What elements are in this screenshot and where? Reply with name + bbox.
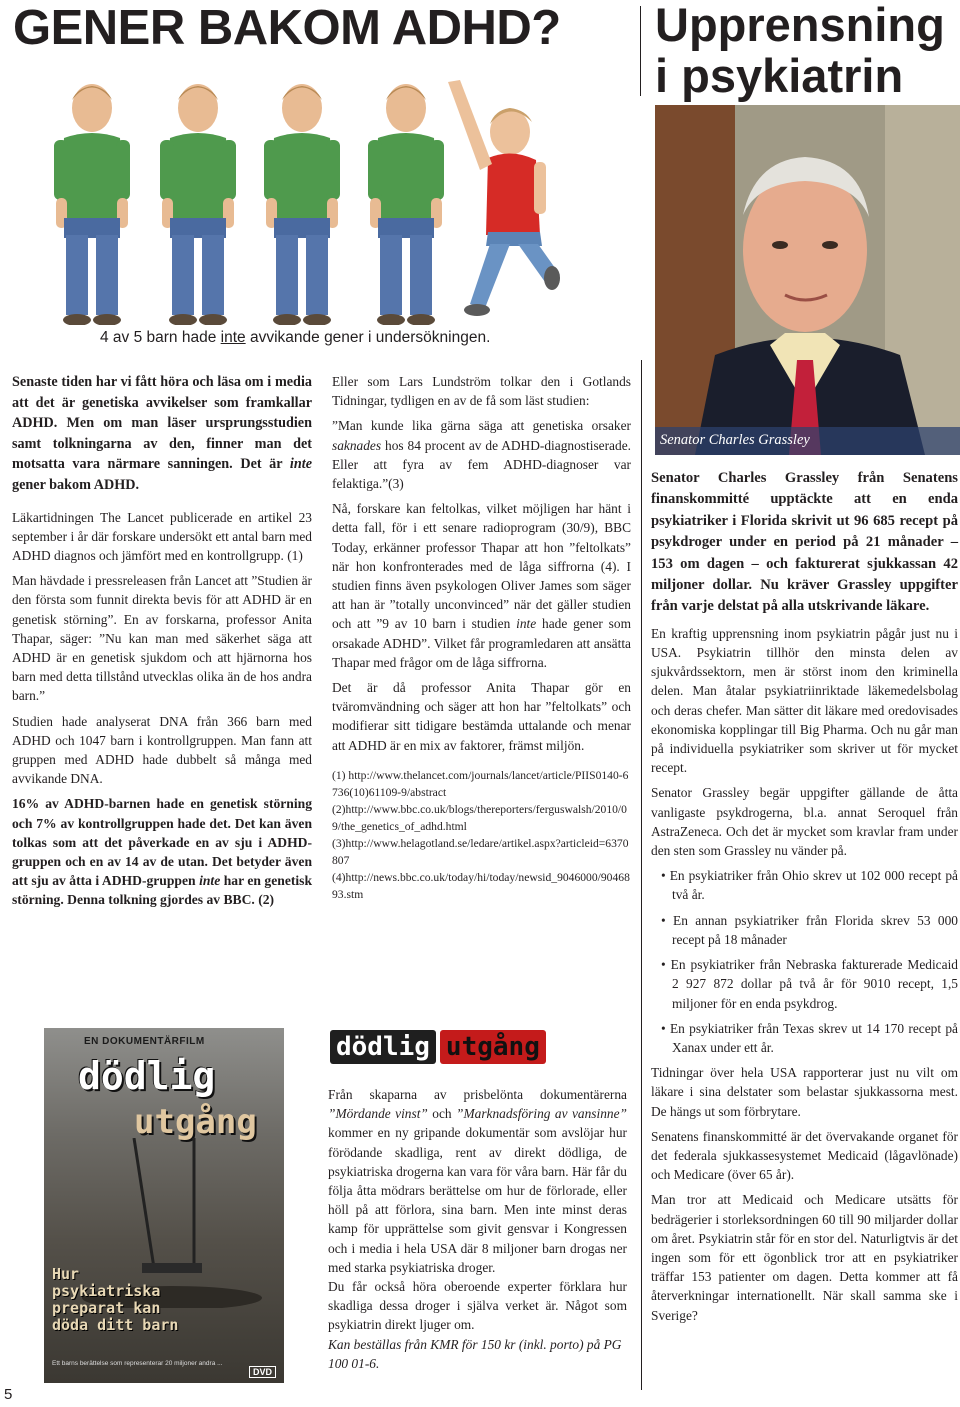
film-promo	[328, 1085, 627, 1379]
headline-right-line2: i psykiatrin	[655, 48, 904, 102]
col3-p1: En kraftig upprensning inom psykiatrin pågår just nu i USA. Psykiatrin tillhör den minsta delen av sjukvårdssektorn, men är störst inom den kriminella delen. Man åtalar psykiatriinriktade läkemedelsbolag och deras chefer. Man sätter dit läkare med oredovisades ekonomiska kopplingar till Big Pharma. Och nu går man på individuella psykiatriker som skriver ut för mycket recept.	[651, 625, 958, 776]
col2-p1: Eller som Lars Lundström tolkar den i Gotlands Tidningar, tydligen en av de få som läst studien:	[332, 374, 631, 409]
column-divider	[641, 360, 642, 1390]
column-2	[332, 372, 631, 903]
ref-2: (2)http://www.bbc.co.uk/blogs/thereporters/ferguswalsh/2010/09/the_genetics_of_adhd.html	[332, 802, 627, 833]
page-number: 5	[4, 1386, 13, 1403]
list-item: • En psykiatriker från Ohio skrev ut 102 000 recept på två år.	[661, 868, 958, 903]
film-logo	[330, 1030, 630, 1070]
text-em: inte	[289, 456, 312, 473]
col3-bullet-list	[651, 866, 958, 1057]
col2-p3: Det är då professor Anita Thapar gör en tväromvändning och säger att hon har ”feltolkats” och modifierar sitt tidigare bestämda uttalande och menar att ADHD är en mix av faktorer, främst miljön.	[332, 680, 631, 753]
text-em: ”Mördande vinst”	[328, 1106, 428, 1122]
text-span: hos 84 procent av de ADHD-diagnostiserade. Eller att fyra av fem ADHD-diagnoser var felaktiga.”(3)	[332, 437, 631, 492]
boys-illustration	[40, 60, 640, 325]
headline-right	[655, 0, 945, 102]
senator-photo	[655, 105, 960, 455]
list-item: • En psykiatriker från Nebraska fakturerade Medicaid 2 927 872 dollar på två år för 9010 recept, 1,5 miljoner för en enda psykdrog.	[661, 957, 958, 1011]
text-span: Nå, forskare kan feltolkas, vilket möjligen har hänt i detta fall, för i ett senare radioprogram (30/9), BBC Today, erkänner professor Thapar att hon ”feltolkats” när hon konfronterades med de låga siffrorna (4). I studien finns även psykologen Oliver James som säger att han är ”totally unconvinced” när det gäller studien och att ”9 av 10 barn i studien	[332, 501, 631, 632]
dvd-top-text: EN DOKUMENTÄRFILM	[84, 1036, 205, 1047]
dvd-slogan: Hur psykiatriska preparat kan döda ditt barn	[52, 1265, 179, 1334]
senator-caption: Senator Charles Grassley	[660, 432, 810, 448]
col1-p2: Man hävdade i pressreleasen från Lancet att ”Studien är den första som funnit direkta bevis för att ADHD är en genetisk störning”. En av forskarna, professor Anita Thapar, säger: ”Nu kan man med säkerhet säga att ADHD är en genetisk sjukdom och att hjärnorna hos barn med detta tillstånd utvecklas olika än de hos andra barn.”	[12, 573, 312, 704]
caption-underlined: inte	[220, 329, 246, 346]
col1-bold-paragraph	[12, 794, 312, 909]
text-span: har en genetisk störning. Denna tolkning gjordes av BBC. (2)	[12, 873, 313, 908]
dvd-title-2: utgång	[134, 1102, 257, 1142]
headline-left: GENER BAKOM ADHD?	[13, 1, 561, 55]
promo-order: Kan beställas från KMR för 150 kr (inkl. porto) på PG 100 01-6.	[328, 1336, 622, 1371]
text-span: 16% av ADHD-barnen hade en genetisk störning och 7% av kontrollgruppen hade det. Det kan även tolkas som att det påverkade en av sju i ADHD-gruppen och en av 14 av de utan. Det betyder även att sju av åtta i ADHD-gruppen	[12, 796, 312, 889]
dvd-bottom-text: Ett barns berättelse som representerar 20 miljoner andra ...	[52, 1360, 223, 1367]
col1-p1: Läkartidningen The Lancet publicerade en artikel 23 september i år där forskare undersökt ett antal barn med ADHD diagnos och jämfört med en kontrollgrupp. (1)	[12, 509, 312, 563]
dvd-cover	[44, 1028, 284, 1383]
header-divider	[640, 6, 641, 96]
dvd-title-1: dödlig	[78, 1054, 216, 1098]
text-em: saknades	[332, 437, 382, 453]
caption-part: 4 av 5 barn hade	[100, 329, 221, 346]
boys-figure	[40, 60, 640, 325]
col2-quote	[332, 416, 631, 493]
list-item: • En psykiatriker från Texas skrev ut 14 170 recept på Xanax under ett år.	[661, 1020, 958, 1055]
col3-lead: Senator Charles Grassley från Senatens finanskommitté upptäckte att en enda psykiatriker i Florida skrivit ut 96 685 recept på psykdroger under en period på 21 månader – 153 om dagen – och fakturerat sjukkassan 42 miljoner dollar. Nu kräver Grassley uppgifter från varje delstat på alla utskrivande läkare.	[651, 470, 958, 615]
col3-p5: Man tror att Medicaid och Medicare utsätts för bedrägerier i storleksordningen 60 till 90 miljarder dollar om året. Psykiatrin står för en stor del. Naturligtvis är det ingen som för ett ögonblick tror att en psykiatriker träffar 153 patienter om dagen. Detta kommer att få återverkningar internationellt. När skall samma ske i Sverige?	[651, 1192, 958, 1323]
text-em: ”Marknadsföring av vansinne”	[456, 1106, 627, 1122]
promo-paragraph-2: Du får också höra oberoende experter förklara hur skadliga dessa droger i själva verket är. Något som psykiatrin direkt ljuger om.	[328, 1279, 627, 1333]
column-1	[12, 372, 312, 916]
text-span: och	[427, 1106, 457, 1122]
text-span: Senaste tiden har vi fått höra och läsa om i media att det är genetiska avvikelser som framkallar ADHD. Men om man läser ursprungsstudien samt tolkningarna av den, finner man det motsatta vara närmare sanningen. Det är	[12, 374, 312, 473]
text-span: ”Man kunde lika gärna säga att genetiska orsaker	[332, 418, 631, 434]
dvd-logo: DVD	[249, 1366, 276, 1378]
ref-3: (3)http://www.helagotland.se/ledare/artikel.aspx?articleid=6370807	[332, 836, 629, 867]
col3-p4: Senatens finanskommitté är det övervakande organet för det federala sjukkassesystemet Medicaid (lågavlönade) och Medicare (över 65 år).	[651, 1128, 958, 1183]
col1-lead	[12, 372, 312, 496]
text-em: inte	[516, 616, 537, 632]
col3-p2: Senator Grassley begär uppgifter gällande de åtta vanligaste psykdrogerna, bl.a. annat Seroquel från AstraZeneca. Och det är mycket som kravlar fram under den sten som Grassley nu vänder på.	[651, 785, 958, 859]
caption-part: avvikande gener i undersökningen.	[245, 329, 491, 346]
col1-p3: Studien hade analyserat DNA från 366 barn med ADHD och 1047 barn i kontrollgruppen. Man fann att gruppen med ADHD hade dubbelt så många med avvikande DNA.	[12, 713, 312, 787]
headline-right-line1: Upprensning	[655, 0, 945, 51]
film-logo-part-1: dödlig	[330, 1030, 436, 1064]
promo-paragraph	[328, 1085, 627, 1277]
text-span: hade gener som orsakade ADHD”. Vilket får programledaren att ansätta Thapar med frågor om de låga siffrorna.	[332, 616, 631, 670]
col3-p3: Tidningar över hela USA rapporterar just nu vilt om läkare i sina delstater som belastar sjukkassorna mest. De hängs ut som förbrytare.	[651, 1065, 958, 1119]
ref-4: (4)http://news.bbc.co.uk/today/hi/today/newsid_9046000/9046893.stm	[332, 870, 630, 901]
list-item: • En annan psykiatriker från Florida skrev 53 000 recept på 18 månader	[661, 912, 958, 947]
text-span: kommer en ny gripande dokumentär som avslöjar hur förödande skadliga, rent av direkt dödliga, de psykiatriska drogerna kan vara för våra barn. Här får du följa åtta mödrars berättelse om hur de förlorade, eller höll på att förlora, sina barn. Men inte minst deras kamp för upprättelse som givit gensvar i Kongressen och i media i hela USA där 8 miljoner barn drogas ner med starka psykiatriska droger.	[328, 1125, 627, 1275]
text-span: Från skaparna av prisbelönta dokumentärerna	[328, 1087, 627, 1102]
col2-p2	[332, 499, 631, 672]
text-span: gener bakom ADHD.	[12, 476, 140, 493]
column-3	[651, 468, 958, 1331]
ref-1: (1) http://www.thelancet.com/journals/lancet/article/PIIS0140-6736(10)61109-9/abstract	[332, 768, 629, 799]
senator-portrait	[655, 105, 960, 455]
text-em: inte	[199, 873, 221, 889]
boys-caption	[100, 329, 490, 347]
film-logo-part-2: utgång	[440, 1030, 546, 1064]
